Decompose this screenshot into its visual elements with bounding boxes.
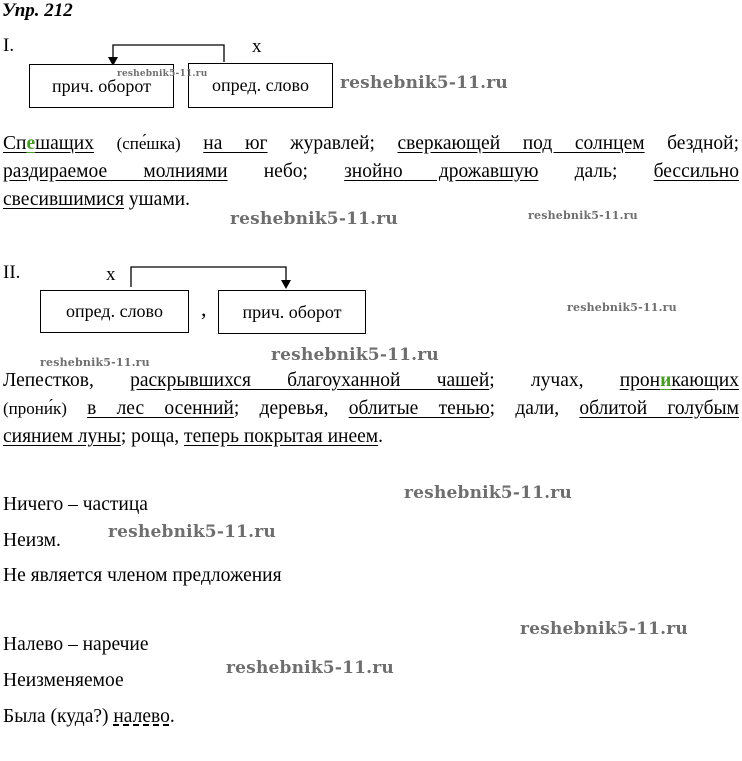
s1l1-segment: е bbox=[26, 133, 36, 154]
note-byla-nalevo bbox=[3, 706, 175, 728]
s2l1-segment: прон bbox=[619, 370, 661, 391]
s2l3-segment: теперь покрытая инеем bbox=[184, 426, 379, 447]
s1l1-segment: на юг bbox=[203, 133, 268, 154]
exercise-title: Упр. 212 bbox=[2, 0, 73, 21]
section-2-line-3 bbox=[3, 426, 383, 448]
s1l2-segment: даль; bbox=[538, 161, 654, 182]
note-neizm: Неизм. bbox=[3, 530, 61, 551]
section-2-arrow bbox=[131, 267, 286, 287]
defined-word-label: опред. слово bbox=[212, 75, 309, 95]
s1l2-segment: знойно дрожавшую bbox=[344, 161, 539, 182]
defined-word-box bbox=[188, 63, 333, 108]
s2l2-segment: в лес осенний bbox=[87, 398, 234, 419]
s1l1-segment: сверкающей под солнцем bbox=[397, 133, 645, 154]
section-2-line-1 bbox=[3, 370, 739, 392]
section-2-arrowhead bbox=[281, 280, 291, 289]
note-byla-text: Была (куда?) bbox=[3, 706, 114, 727]
note-nalevo-underlined: налево bbox=[113, 706, 170, 727]
s2l2-segment: облитой голубым bbox=[579, 398, 739, 419]
s1l1-segment: шащих bbox=[35, 133, 94, 154]
participial-phrase-box-2 bbox=[218, 290, 366, 334]
section-2-comma: , bbox=[201, 296, 207, 321]
watermark-11: reshebnik5-11.ru bbox=[226, 658, 394, 678]
s2l2-segment: ; деревья, bbox=[233, 398, 349, 419]
watermark-10: reshebnik5-11.ru bbox=[520, 619, 688, 639]
s1l1-segment: (спе́шка) bbox=[116, 134, 181, 153]
s1l2-segment: небо; bbox=[227, 161, 345, 182]
watermark-3: reshebnik5-11.ru bbox=[230, 209, 398, 229]
defined-word-box-2 bbox=[40, 290, 189, 333]
s2l2-segment bbox=[67, 398, 87, 419]
s1l1-segment: журавлей; bbox=[267, 133, 398, 154]
s1l3-segment: свесившимися bbox=[3, 189, 125, 210]
s1l2-segment: раздираемое молниями bbox=[3, 161, 228, 182]
s1l3-segment: ушами. bbox=[124, 189, 190, 210]
participial-phrase-label: прич. оборот bbox=[51, 75, 152, 96]
s2l1-segment: ; лучах, bbox=[489, 370, 620, 391]
note-neizmenyaemoe: Неизменяемое bbox=[3, 670, 124, 691]
section-1-line-1 bbox=[3, 133, 739, 155]
note-ne-chlen: Не является членом предложения bbox=[3, 565, 282, 586]
s2l2-segment: ; дали, bbox=[489, 398, 580, 419]
watermark-4: reshebnik5-11.ru bbox=[528, 209, 638, 222]
watermark-8: reshebnik5-11.ru bbox=[404, 483, 572, 503]
watermark-9: reshebnik5-11.ru bbox=[108, 522, 276, 542]
s2l1-segment: кающих bbox=[671, 370, 739, 391]
s2l1-segment: Лепестков, bbox=[3, 370, 131, 391]
s1l1-segment bbox=[181, 133, 204, 154]
watermark-6: reshebnik5-11.ru bbox=[40, 356, 150, 369]
section-1-arrow bbox=[113, 45, 224, 62]
s1l1-segment: Сп bbox=[3, 133, 27, 154]
s1l1-segment: бездной; bbox=[644, 133, 740, 154]
s2l2-segment: (прони́к) bbox=[3, 399, 67, 418]
s1l1-segment bbox=[94, 133, 117, 154]
note-period: . bbox=[169, 706, 175, 727]
participial-phrase-label-2: прич. оборот bbox=[242, 301, 342, 322]
s2l3-segment: . bbox=[378, 426, 383, 447]
watermark-5: reshebnik5-11.ru bbox=[567, 301, 677, 314]
s2l1-segment: раскрывшихся благоуханной чашей bbox=[130, 370, 490, 391]
section-2-x-mark: х bbox=[106, 264, 116, 285]
note-nalevo: Налево – наречие bbox=[3, 634, 149, 655]
watermark-1: reshebnik5-11.ru bbox=[117, 69, 208, 79]
s2l3-segment: сиянием луны bbox=[3, 426, 121, 447]
s2l1-segment: и bbox=[660, 370, 672, 391]
watermark-2: reshebnik5-11.ru bbox=[340, 73, 508, 93]
section-2-numeral: II. bbox=[3, 262, 21, 283]
section-1-line-3 bbox=[3, 189, 190, 211]
s2l3-segment: ; роща, bbox=[120, 426, 185, 447]
section-2-line-2 bbox=[3, 398, 739, 420]
section-1-line-2 bbox=[3, 161, 739, 183]
s1l2-segment: бессильно bbox=[653, 161, 739, 182]
s2l2-segment: облитые тенью bbox=[348, 398, 490, 419]
section-1-numeral: I. bbox=[3, 35, 15, 56]
watermark-7: reshebnik5-11.ru bbox=[271, 345, 439, 365]
defined-word-label-2: опред. слово bbox=[66, 301, 163, 321]
section-1-x-mark: х bbox=[252, 36, 262, 57]
note-nichego: Ничего – частица bbox=[3, 494, 148, 515]
